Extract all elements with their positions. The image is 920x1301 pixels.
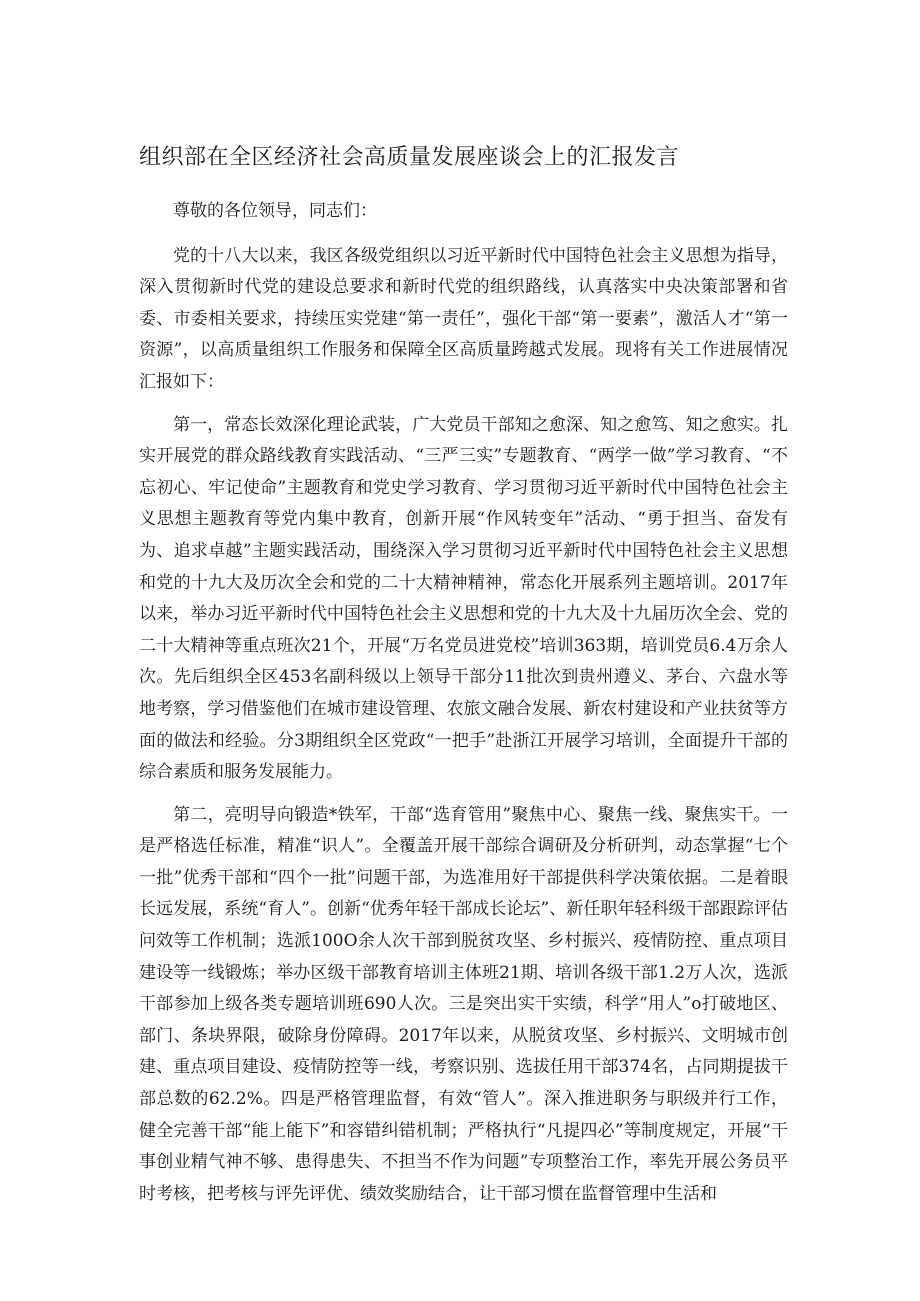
greeting: 尊敬的各位领导，同志们： (173, 201, 377, 221)
paragraph-intro: 党的十八大以来，我区各级党组织以习近平新时代中国特色社会主义思想为指导，深入贯彻新时代党的建设总要求和新时代党的组织路线，认真落实中央决策部署和省委、市委相关要求，持续压实党建“第一责任”，强化干部“第一要素”，激活人才“第一资源”，以高质量组织工作服务和保障全区高质量跨越式发展。现将有关工作进展情况汇报如下： (139, 245, 788, 392)
paragraph-cadre-management: 第二，亮明导向锻造*铁军，干部“选育管用”聚焦中心、聚焦一线、聚焦实干。一是严格选任标准，精准“识人”。全覆盖开展干部综合调研及分析研判，动态掌握“七个一批”优秀干部和“四个一批”问题干部，为选准用好干部提供科学决策依据。二是着眼长远发展，系统“育人”。创新“优秀年轻干部成长论坛”、新任职年轻科级干部跟踪评估问效等工作机制；选派100O余人次干部到脱贫攻坚、乡村振兴、疫情防控、重点项目建设等一线锻炼；举办区级干部教育培训主体班21期、培训各级干部1.2万人次，选派干部参加上级各类专题培训班690人次。三是突出实干实绩，科学“用人”o打破地区、部门、条块界限，破除身份障碍。2017年以来，从脱贫攻坚、乡村振兴、文明城市创建、重点项目建设、疫情防控等一线，考察识别、选拔任用干部374名，占同期提拔干部总数的62.2%。四是严格管理监督，有效“管人”。深入推进职务与职级并行工作，健全完善干部“能上能下”和容错纠错机制；严格执行“凡提四必”等制度规定，开展“干事创业精气神不够、患得患失、不担当不作为问题”专项整治工作，率先开展公务员平时考核，把考核与评先评优、绩效奖励结合，让干部习惯在监督管理中生活和 (139, 804, 788, 1204)
paragraph-theory-study: 第一，常态长效深化理论武装，广大党员干部知之愈深、知之愈笃、知之愈实。扎实开展党的群众路线教育实践活动、“三严三实”专题教育、“两学一做”学习教育、“不忘初心、牢记使命”主题教育和党史学习教育、学习贯彻习近平新时代中国特色社会主义思想主题教育等党内集中教育，创新开展“作风转变年”活动、“勇于担当、奋发有为、追求卓越”主题实践活动，围绕深入学习贯彻习近平新时代中国特色社会主义思想和党的十九大及历次全会和党的二十大精神精神，常态化开展系列主题培训。2017年以来，举办习近平新时代中国特色社会主义思想和党的十九大及十九届历次全会、党的二十大精神等重点班次21个，开展“万名党员进党校”培训363期，培训党员6.4万余人次。先后组织全区453名副科级以上领导干部分11批次到贵州遵义、茅台、六盘水等地考察，学习借鉴他们在城市建设管理、农旅文融合发展、新农村建设和产业扶贫等方面的做法和经验。分3期组织全区党政“一把手”赴浙江开展学习培训，全面提升干部的综合素质和服务发展能力。 (139, 414, 788, 783)
document-title: 组织部在全区经济社会高质量发展座谈会上的汇报发言 (139, 145, 680, 170)
